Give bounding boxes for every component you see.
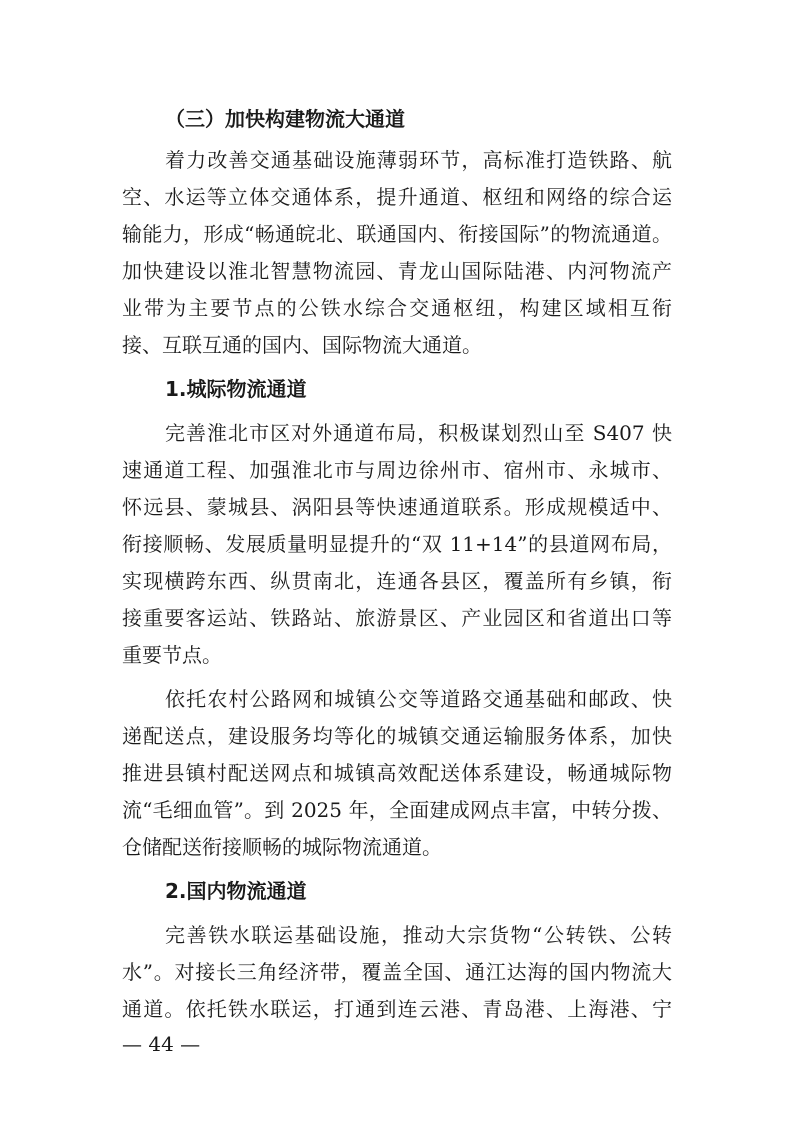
paragraph-line: 着力改善交通基础设施薄弱环节，高标准打造铁路、航 <box>165 148 672 172</box>
paragraph-line: 通道。依托铁水联运，打通到连云港、青岛港、上海港、宁 <box>122 997 672 1021</box>
paragraph-line: 水”。对接长三角经济带，覆盖全国、通江达海的国内物流大 <box>122 960 672 984</box>
paragraph-line: 递配送点，建设服务均等化的城镇交通运输服务体系，加快 <box>122 724 672 748</box>
paragraph-line: 实现横跨东西、纵贯南北，连通各县区，覆盖所有乡镇，衔 <box>122 569 672 593</box>
paragraph-line: 加快建设以淮北智慧物流园、青龙山国际陆港、内河物流产 <box>122 259 672 283</box>
paragraph-line: 速通道工程、加强淮北市与周边徐州市、宿州市、永城市、 <box>122 458 672 482</box>
paragraph-line: 重要节点。 <box>122 643 222 667</box>
section-heading: （三）加快构建物流大通道 <box>165 107 405 131</box>
paragraph-line: 推进县镇村配送网点和城镇高效配送体系建设，畅通城际物 <box>122 761 672 785</box>
subsection-heading: 2.国内物流通道 <box>165 879 307 903</box>
subsection-heading: 1.城际物流通道 <box>165 377 307 401</box>
paragraph-line: 完善铁水联运基础设施，推动大宗货物“公转铁、公转 <box>165 923 672 947</box>
paragraph-line: 接重要客运站、铁路站、旅游景区、产业园区和省道出口等 <box>122 606 672 630</box>
paragraph-line: 完善淮北市区对外通道布局，积极谋划烈山至 S407 快 <box>165 421 672 445</box>
paragraph-line: 怀远县、蒙城县、涡阳县等快速通道联系。形成规模适中、 <box>122 495 672 519</box>
paragraph-line: 仓储配送衔接顺畅的城际物流通道。 <box>122 835 442 859</box>
paragraph-line: 流“毛细血管”。到 2025 年，全面建成网点丰富，中转分拨、 <box>122 798 672 822</box>
paragraph-line: 依托农村公路网和城镇公交等道路交通基础和邮政、快 <box>165 687 672 711</box>
paragraph-line: 衔接顺畅、发展质量明显提升的“双 11+14”的县道网布局， <box>122 532 672 556</box>
page-number: — 44 — <box>122 1032 201 1056</box>
paragraph-line: 空、水运等立体交通体系，提升通道、枢纽和网络的综合运 <box>122 185 672 209</box>
paragraph-line: 业带为主要节点的公铁水综合交通枢纽，构建区域相互衔 <box>122 296 672 320</box>
paragraph-line: 输能力，形成“畅通皖北、联通国内、衔接国际”的物流通道。 <box>122 222 672 246</box>
paragraph-line: 接、互联互通的国内、国际物流大通道。 <box>122 333 482 357</box>
